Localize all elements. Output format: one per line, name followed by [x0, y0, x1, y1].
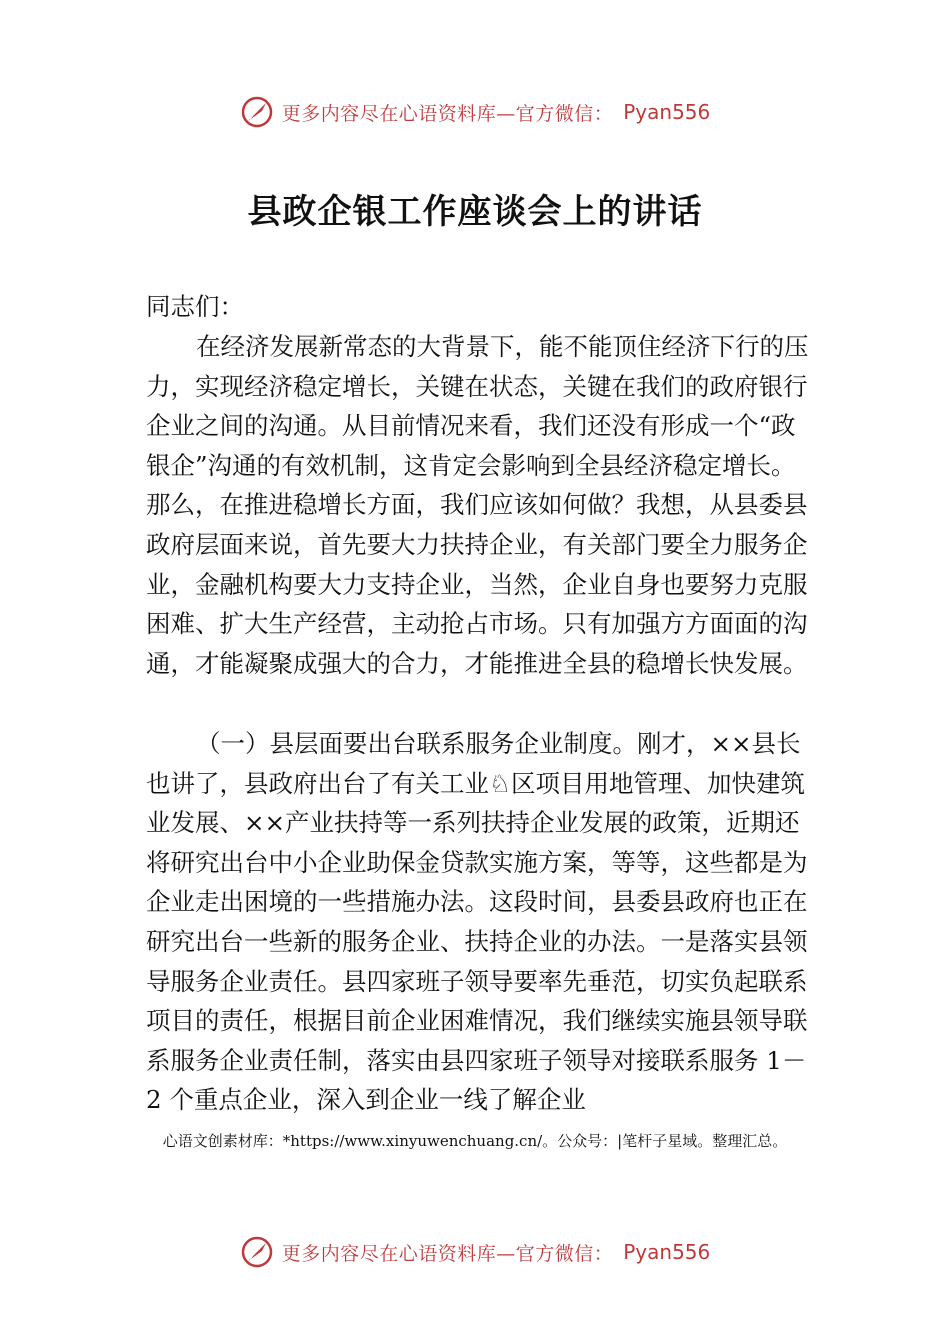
banner-text: 更多内容尽在心语资料库—官方微信： [281, 102, 614, 125]
banner-wechat-id: Pyan556 [623, 1240, 711, 1264]
salutation: 同志们： [146, 292, 244, 321]
footer-banner [0, 1234, 950, 1270]
footer-source-note: 心语文创素材库：*https://www.xinyuwenchuang.cn/。公众号：|笔杆子星域。整理汇总。 [162, 1132, 788, 1150]
document-title: 县政企银工作座谈会上的讲话 [247, 192, 703, 232]
quill-logo-icon [240, 95, 274, 129]
paragraph: （一）县层面要出台联系服务企业制度。刚才，××县长也讲了，县政府出台了有关工业♘区项目用地管理、加快建筑业发展、××产业扶持等一系列扶持企业发展的政策，近期还将研究出台中小企业助保金贷款实施方案，等等，这些都是为企业走出困境的一些措施办法。这段时间，县委县政府也正在研究出台一些新的服务企业、扶持企业的办法。一是落实县领导服务企业责任。县四家班子领导要率先垂范，切实负起联系项目的责任，根据目前企业困难情况，我们继续实施县领导联系服务企业责任制，落实由县四家班子领导对接联系服务 1－2 个重点企业，深入到企业一线了解企业 [146, 729, 808, 1115]
paragraph: 在经济发展新常态的大背景下，能不能顶住经济下行的压力，实现经济稳定增长，关键在状态，关键在我们的政府银行企业之间的沟通。从目前情况来看，我们还没有形成一个“政银企”沟通的有效机制，这肯定会影响到全县经济稳定增长。那么，在推进稳增长方面，我们应该如何做？我想，从县委县政府层面来说，首先要大力扶持企业，有关部门要全力服务企业，金融机构要大力支持企业，当然，企业自身也要努力克服困难、扩大生产经营，主动抢占市场。只有加强方方面面的沟通，才能凝聚成强大的合力，才能推进全县的稳增长快发展。 [146, 332, 809, 678]
header-banner [0, 94, 950, 130]
quill-logo-icon [240, 1235, 274, 1269]
banner-wechat-id: Pyan556 [623, 100, 711, 124]
banner-text: 更多内容尽在心语资料库—官方微信： [281, 1242, 614, 1265]
